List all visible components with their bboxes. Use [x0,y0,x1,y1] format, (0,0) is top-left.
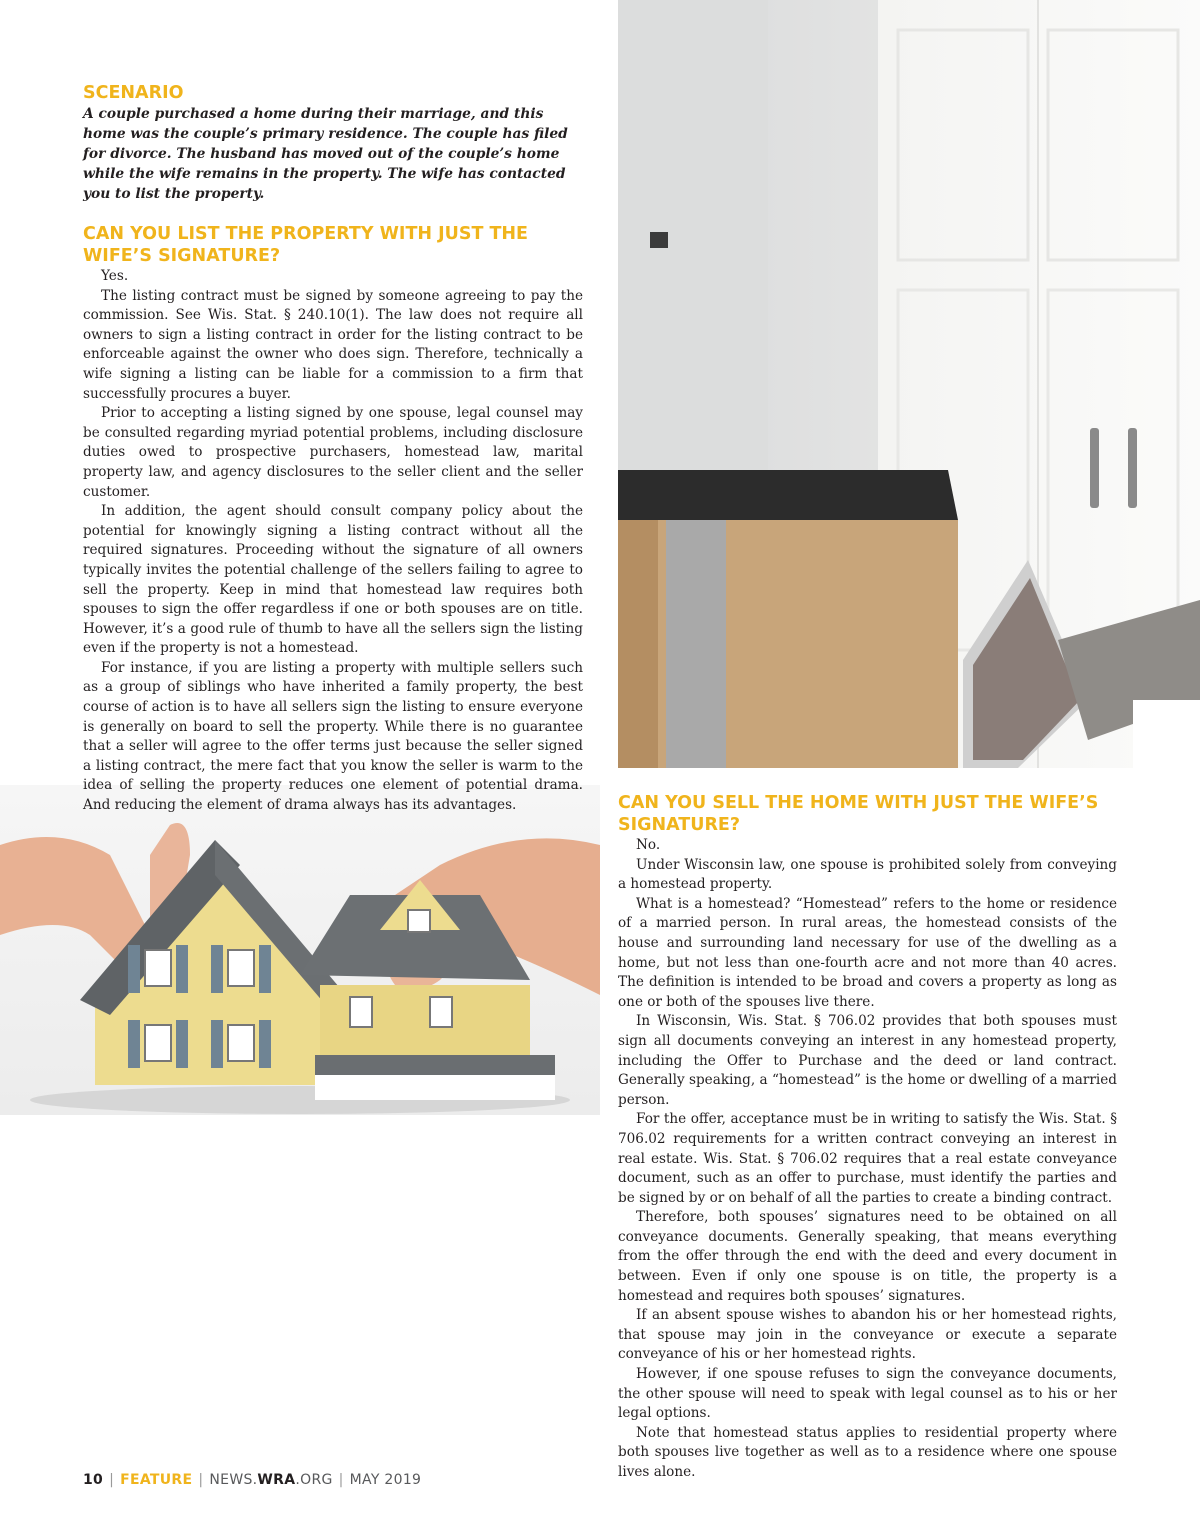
right-column [618,792,1117,1483]
footer-divider: | [109,1472,115,1488]
list-paragraph: For instance, if you are listing a property with multiple sellers such as a group of siblings who have inherited a family property, the best course of action is to have all sellers sign the listing to ensure everyone is generally on board to sell the property. While there is no guarantee that a seller will agree to the offer terms just because the seller signed a listing contract, the mere fact that you know the seller is warm to the idea of selling the property reduces one element of potential drama. And reducing the element of drama always has its advantages. [83,659,583,814]
page-number: 10 [83,1472,104,1488]
footer-divider: | [338,1472,344,1488]
sell-paragraph: No. [636,837,661,853]
sell-paragraph: However, if one spouse refuses to sign the conveyance documents, the other spouse will need to speak with legal counsel as to his or her legal options. [618,1366,1117,1422]
kitchen-illustration [618,0,1200,768]
footer-site-suffix: .ORG [295,1472,333,1488]
sell-paragraph: Therefore, both spouses’ signatures need to be obtained on all conveyance documents. Generally speaking, that means everything from the offer through the end with the deed and every document in between. Even if only one spouse is on title, the property is a homestead and requires both spouses’ signatures. [618,1209,1117,1304]
list-paragraph: Yes. [101,268,129,284]
sell-paragraph: Under Wisconsin law, one spouse is prohibited solely from conveying a homestead property. [618,856,1117,893]
scenario-text: A couple purchased a home during their marriage, and this home was the couple’s primary residence. The couple has filed for divorce. The husband has moved out of the couple’s home while the wife remains in the property. The wife has contacted you to list the property. [83,106,568,202]
model-house-illustration [0,785,600,1115]
left-column [83,80,583,816]
footer-issue: MAY 2019 [349,1472,422,1488]
model-house-photo [0,785,600,1115]
sell-paragraph: For the offer, acceptance must be in writing to satisfy the Wis. Stat. § 706.02 requirements for a written contract conveying an interest in real estate. Wis. Stat. § 706.02 requires that a real estate conveyance document, such as an offer to purchase, must identify the parties and be signed by or on behalf of all the parties to create a binding contract. [618,1111,1117,1206]
sell-paragraph: In Wisconsin, Wis. Stat. § 706.02 provides that both spouses must sign all documents conveying an interest in any homestead property, including the Offer to Purchase and the deed or land contract. Generally speaking, a “homestead” is the home or dwelling of a married person. [618,1013,1117,1108]
footer-site-prefix: NEWS. [209,1472,258,1488]
footer-site-link[interactable] [209,1472,332,1488]
sell-question-heading: CAN YOU SELL THE HOME WITH JUST THE WIFE’S SIGNATURE? [618,793,1099,835]
list-paragraph: The listing contract must be signed by someone agreeing to pay the commission. See Wis. Stat. § 240.10(1). The law does not require all owners to sign a listing contract in order for the listing contract to be enforceable against the owner who does sign. Therefore, technically a wife signing a listing can be liable for a commission to a firm that successfully procures a buyer. [83,287,583,402]
scenario-heading: SCENARIO [83,83,184,103]
list-paragraph: Prior to accepting a listing signed by one spouse, legal counsel may be consulted regarding myriad potential problems, including disclosure duties owed to prospective purchasers, homestead law, marital property law, and agency disclosures to the seller client and the seller customer. [83,405,583,500]
sell-paragraph: What is a homestead? “Homestead” refers to the home or residence of a married person. In rural areas, the homestead consists of the house and surrounding land necessary for use of the dwelling as a home, but not less than one-fourth acre and not more than 40 acres. The definition is intended to be broad and covers a property as long as one or both of the spouses live there. [618,895,1117,1010]
footer-divider: | [198,1472,204,1488]
page-footer [83,1472,643,1488]
list-paragraph: In addition, the agent should consult company policy about the potential for knowingly signing a listing contract without all the required signatures. Proceeding without the signature of all owners typically invites the potential challenge of the sellers failing to agree to sell the property. Keep in mind that homestead law requires both spouses to sign the offer regardless if one or both spouses are on title. However, it’s a good rule of thumb to have all the sellers sign the listing even if the property is not a homestead. [83,503,583,657]
kitchen-photo [618,0,1200,768]
sell-paragraph: If an absent spouse wishes to abandon his or her homestead rights, that spouse may join in the conveyance or execute a separate conveyance of his or her homestead rights. [618,1307,1117,1363]
list-question-heading: CAN YOU LIST THE PROPERTY WITH JUST THE WIFE’S SIGNATURE? [83,224,529,266]
footer-section: FEATURE [120,1472,193,1488]
sell-paragraph: Note that homestead status applies to residential property where both spouses live together as well as to a residence where one spouse lives alone. [618,1424,1117,1480]
footer-site-brand: WRA [257,1472,296,1488]
